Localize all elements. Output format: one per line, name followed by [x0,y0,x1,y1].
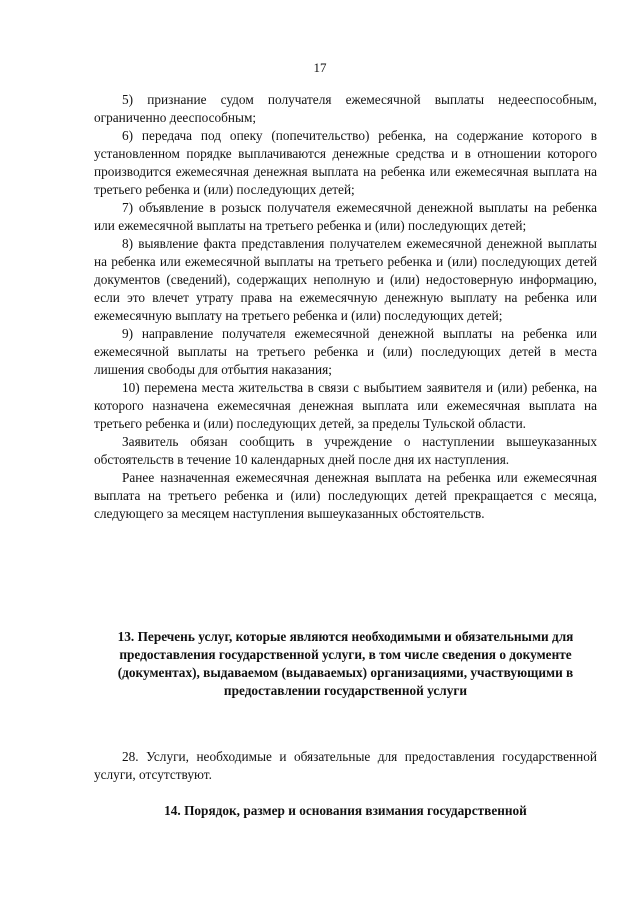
section-heading-13-text: 13. Перечень услуг, которые являются необходимыми и обязательными для предоставления государственной услуги, в том числе сведения о документе (документах), выдаваемом (выдаваемых) организациями, участвующими в предоставлении государственной услуги [117,629,574,698]
paragraph-item-7: 7) объявление в розыск получателя ежемесячной денежной выплаты на ребенка или ежемесячной выплаты на третьего ребенка и (или) последующих детей; [94,200,597,233]
paragraph-item-6: 6) передача под опеку (попечительство) ребенка, на содержание которого в установленном порядке выплачиваются денежные средства и в отношении которого производится ежемесячная денежная выплата на ребенка или ежемесячная выплата на третьего ребенка и (или) последующих детей; [94,128,597,197]
paragraph-item-9: 9) направление получателя ежемесячной денежной выплаты на ребенка или ежемесячной выплаты на третьего ребенка и (или) последующих детей в места лишения свободы для отбытия наказания; [94,326,597,377]
paragraph-termination: Ранее назначенная ежемесячная денежная выплата на ребенка или ежемесячная выплата на третьего ребенка и (или) последующих детей прекращается с месяца, следующего за месяцем наступления вышеуказанных обстоятельств. [94,470,597,521]
paragraph-item-8: 8) выявление факта представления получателем ежемесячной денежной выплаты на ребенка или ежемесячной выплаты на третьего ребенка и (или) последующих детей документов (сведений), содержащих неполную и (или) недостоверную информацию, если это влечет утрату права на ежемесячную денежную выплату на ребенка или ежемесячную выплату на третьего ребенка и (или) последующих детей; [94,236,597,323]
section-heading-13 [94,628,597,700]
paragraph-28: 28. Услуги, необходимые и обязательные для предоставления государственной услуги, отсутствуют. [94,749,597,782]
paragraph-item-10: 10) перемена места жительства в связи с выбытием заявителя и (или) ребенка, на которого назначена ежемесячная денежная выплата или ежемесячная выплата на третьего ребенка и (или) последующих детей, за пределы Тульской области. [94,380,597,431]
section-heading-14 [94,802,597,820]
paragraph-item-5: 5) признание судом получателя ежемесячной выплаты недееспособным, ограниченно дееспособным; [94,92,597,125]
paragraph-applicant-obligation: Заявитель обязан сообщить в учреждение о наступлении вышеуказанных обстоятельств в течение 10 календарных дней после дня их наступления. [94,434,597,467]
page-number: 17 [313,60,327,75]
body-text [94,91,597,523]
section-heading-14-text: 14. Порядок, размер и основания взимания государственной [164,803,527,818]
